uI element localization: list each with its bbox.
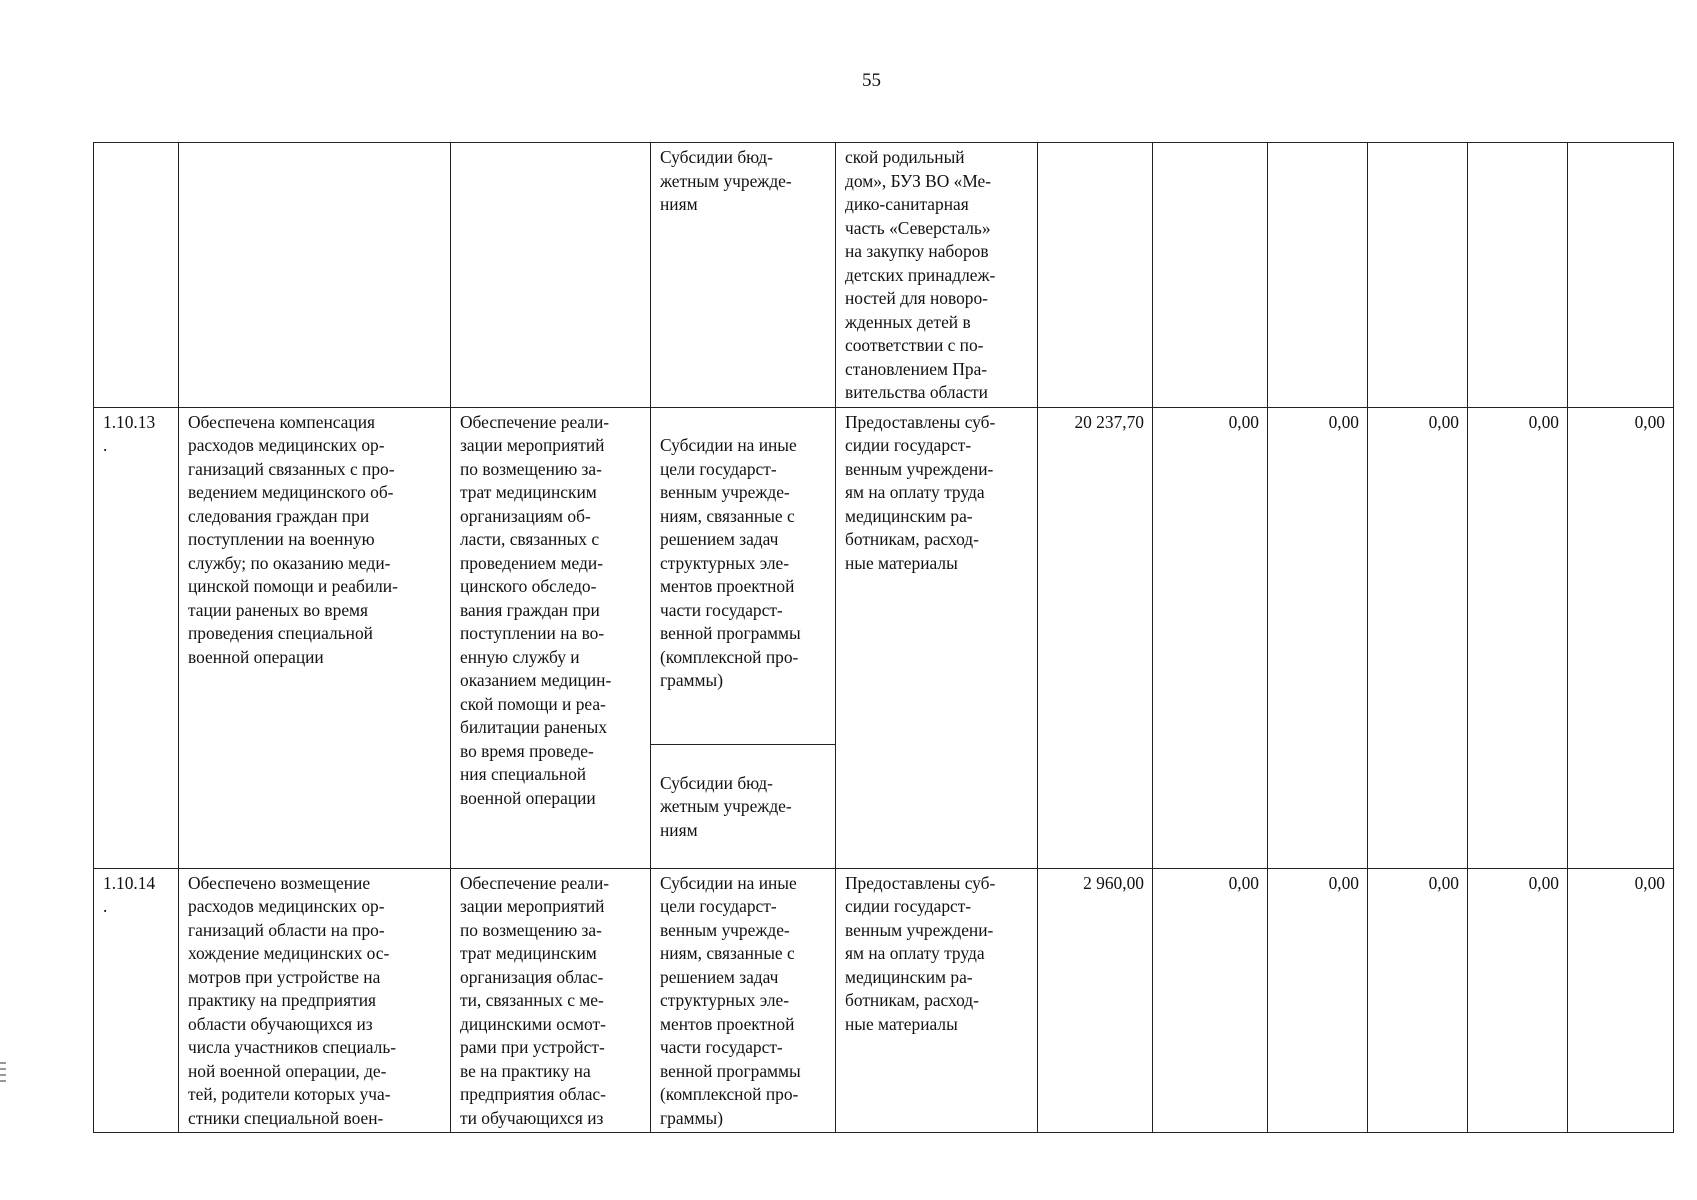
value-cell: 0,00	[1268, 407, 1368, 868]
description-cell: Предоставлены суб- сидии государст- венным учреждени- ям на оплату труда медицинским ра- ботникам, расход- ные материалы	[836, 868, 1038, 1133]
row-index: 1.10.13 .	[94, 407, 179, 868]
scan-margin-mark	[0, 1058, 6, 1098]
value-cell: 20 237,70	[1038, 407, 1153, 868]
value-cell	[1368, 143, 1468, 408]
program-table	[93, 142, 1674, 1133]
value-cell: 0,00	[1153, 868, 1268, 1133]
value-cell	[1038, 143, 1153, 408]
table-row	[94, 868, 1674, 1133]
subsidy-budget-institutions: Субсидии бюд- жетным учрежде- ниям	[660, 772, 792, 840]
value-cell	[1468, 143, 1568, 408]
result-cell: Обеспечена компенсация расходов медицинских ор- ганизаций связанных с про- ведением медицинского об- следования граждан при поступлении на военную службу; по оказанию меди- цинской помощи и реабили- тации раненых во время проведения специальной военной операции	[179, 407, 451, 868]
table-row	[94, 143, 1674, 408]
measure-cell: Обеспечение реали- зации мероприятий по возмещению за- трат медицинским организация облас- ти, связанных с ме- дицинскими осмот- рами при устройст- ве на практику на предприятия облас- ти обучающихся из	[451, 868, 651, 1133]
value-cell: 0,00	[1268, 868, 1368, 1133]
description-cell: ской родильный дом», БУЗ ВО «Ме- дико-санитарная часть «Северсталь» на закупку наборов детских принадлеж- ностей для новоро- жденных детей в соответствии с по- становлением Пра- вительства области	[836, 143, 1038, 408]
value-cell: 0,00	[1468, 868, 1568, 1133]
measure-cell	[451, 143, 651, 408]
value-cell: 0,00	[1153, 407, 1268, 868]
row-index: 1.10.14 .	[94, 868, 179, 1133]
value-cell: 0,00	[1568, 868, 1674, 1133]
value-cell: 0,00	[1368, 868, 1468, 1133]
measure-cell: Обеспечение реали- зации мероприятий по возмещению за- трат медицинским организациям об- ласти, связанных с проведением меди- цинского обследо- вания граждан при поступлении на во- енную службу и оказанием медицин- ской помощи и реа- билитации раненых во время проведе- ния специальной военной операции	[451, 407, 651, 868]
row-index	[94, 143, 179, 408]
subsidy-cell	[651, 407, 836, 868]
result-cell: Обеспечено возмещение расходов медицинских ор- ганизаций области на про- хождение медицинских ос- мотров при устройстве на практику на предприятия области обучающихся из числа участников специаль- ной военной операции, де- тей, родители которых уча- стники специальной воен-	[179, 868, 451, 1133]
subsidy-cell: Субсидии на иные цели государст- венным учрежде- ниям, связанные с решением задач структурных эле- ментов проектной части государст- венной программы (комплексной про- граммы)	[651, 868, 836, 1133]
value-cell	[1268, 143, 1368, 408]
value-cell: 0,00	[1368, 407, 1468, 868]
value-cell: 2 960,00	[1038, 868, 1153, 1133]
subsidy-other-purposes: Субсидии на иные цели государст- венным учрежде- ниям, связанные с решением задач структурных эле- ментов проектной части государст- венной программы (комплексной про- граммы)	[651, 431, 835, 745]
value-cell: 0,00	[1568, 407, 1674, 868]
value-cell	[1568, 143, 1674, 408]
value-cell	[1153, 143, 1268, 408]
result-cell	[179, 143, 451, 408]
value-cell: 0,00	[1468, 407, 1568, 868]
table-row	[94, 407, 1674, 868]
description-cell: Предоставлены суб- сидии государст- венным учреждени- ям на оплату труда медицинским ра- ботникам, расход- ные материалы	[836, 407, 1038, 868]
subsidy-cell: Субсидии бюд- жетным учрежде- ниям	[651, 143, 836, 408]
